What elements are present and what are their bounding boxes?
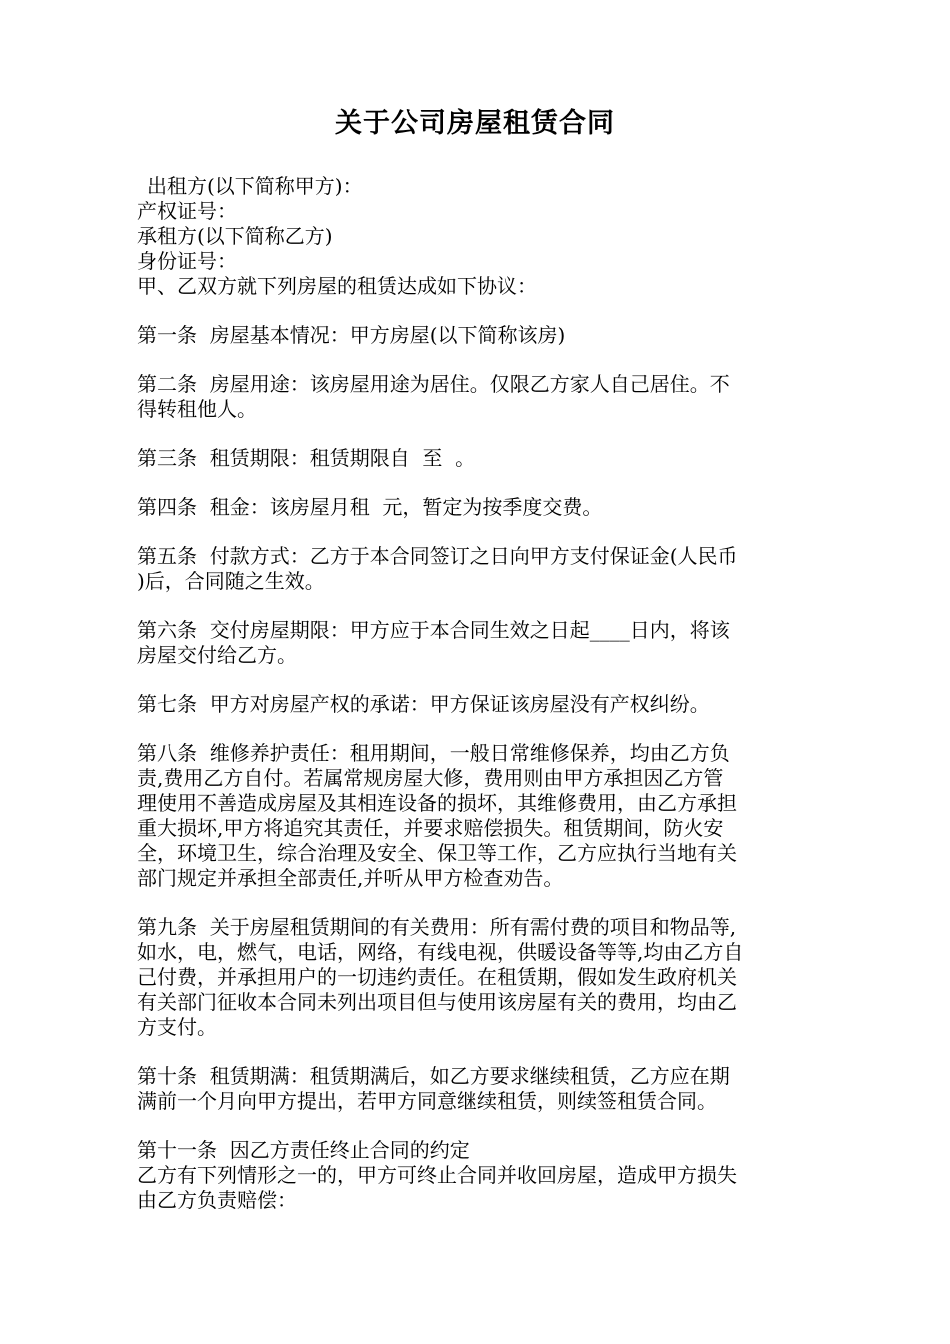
- article-8-line: 部门规定并承担全部责任,并听从甲方检查劝告。: [137, 866, 564, 890]
- article-9: [137, 915, 827, 1040]
- lessor-line: 出租方(以下简称甲方)：: [147, 174, 363, 198]
- document-title: 关于公司房屋租赁合同: [335, 108, 615, 139]
- property-cert-line: 产权证号：: [137, 199, 237, 223]
- article-3-line: 第三条 租赁期限：租赁期限自 至 。: [137, 446, 476, 470]
- article-10-line: 满前一个月向甲方提出，若甲方同意继续租赁，则续签租赁合同。: [137, 1089, 717, 1113]
- article-2: [137, 372, 827, 422]
- article-11-line: 乙方有下列情形之一的，甲方可终止合同并收回房屋，造成甲方损失: [137, 1163, 737, 1187]
- article-9-line: 方支付。: [137, 1015, 217, 1039]
- article-5-line: 第五条 付款方式：乙方于本合同签订之日向甲方支付保证金(人民币: [137, 544, 738, 568]
- article-11-line: 第十一条 因乙方责任终止合同的约定: [137, 1138, 470, 1162]
- article-11: [137, 1138, 827, 1213]
- article-8-line: 责,费用乙方自付。若属常规房屋大修，费用则由甲方承担因乙方管: [137, 766, 724, 790]
- article-6-line: 房屋交付给乙方。: [137, 643, 297, 667]
- article-5: [137, 544, 827, 594]
- article-10-line: 第十条 租赁期满：租赁期满后，如乙方要求继续租赁，乙方应在期: [137, 1064, 730, 1088]
- article-4-line: 第四条 租金：该房屋月租 元，暂定为按季度交费。: [137, 495, 603, 519]
- article-2-line: 第二条 房屋用途：该房屋用途为居住。仅限乙方家人自己居住。不: [137, 372, 730, 396]
- article-9-line: 如水，电，燃气，电话，网络，有线电视，供暖设备等等,均由乙方自: [137, 940, 744, 964]
- article-1-line: 第一条 房屋基本情况：甲方房屋(以下简称该房): [137, 323, 566, 347]
- article-2-line: 得转租他人。: [137, 397, 257, 421]
- article-8-line: 全，环境卫生，综合治理及安全、保卫等工作，乙方应执行当地有关: [137, 841, 737, 865]
- article-10: [137, 1064, 827, 1114]
- article-6-line: 第六条 交付房屋期限：甲方应于本合同生效之日起____日内，将该: [137, 618, 730, 642]
- article-7: [137, 692, 827, 717]
- id-number-line: 身份证号：: [137, 249, 237, 273]
- article-8-line: 重大损坏,甲方将追究其责任，并要求赔偿损失。租赁期间，防火安: [137, 816, 724, 840]
- article-9-line: 有关部门征收本合同未列出项目但与使用该房屋有关的费用，均由乙: [137, 990, 737, 1014]
- article-5-line: )后，合同随之生效。: [137, 569, 325, 593]
- article-4: [137, 495, 827, 520]
- lessee-line: 承租方(以下简称乙方): [137, 224, 333, 248]
- article-6: [137, 618, 827, 668]
- article-1: [137, 323, 827, 348]
- agreement-intro-line: 甲、乙双方就下列房屋的租赁达成如下协议：: [137, 274, 537, 298]
- article-8: [137, 741, 827, 891]
- article-3: [137, 446, 827, 471]
- contract-body: [137, 174, 827, 1213]
- article-8-line: 理使用不善造成房屋及其相连设备的损坏，其维修费用，由乙方承担: [137, 791, 737, 815]
- article-9-line: 第九条 关于房屋租赁期间的有关费用：所有需付费的项目和物品等,: [137, 915, 737, 939]
- article-7-line: 第七条 甲方对房屋产权的承诺：甲方保证该房屋没有产权纠纷。: [137, 692, 710, 716]
- article-11-line: 由乙方负责赔偿：: [137, 1188, 297, 1212]
- party-info: [137, 174, 827, 299]
- article-9-line: 己付费，并承担用户的一切违约责任。在租赁期，假如发生政府机关: [137, 965, 737, 989]
- article-8-line: 第八条 维修养护责任：租用期间，一般日常维修保养，均由乙方负: [137, 741, 730, 765]
